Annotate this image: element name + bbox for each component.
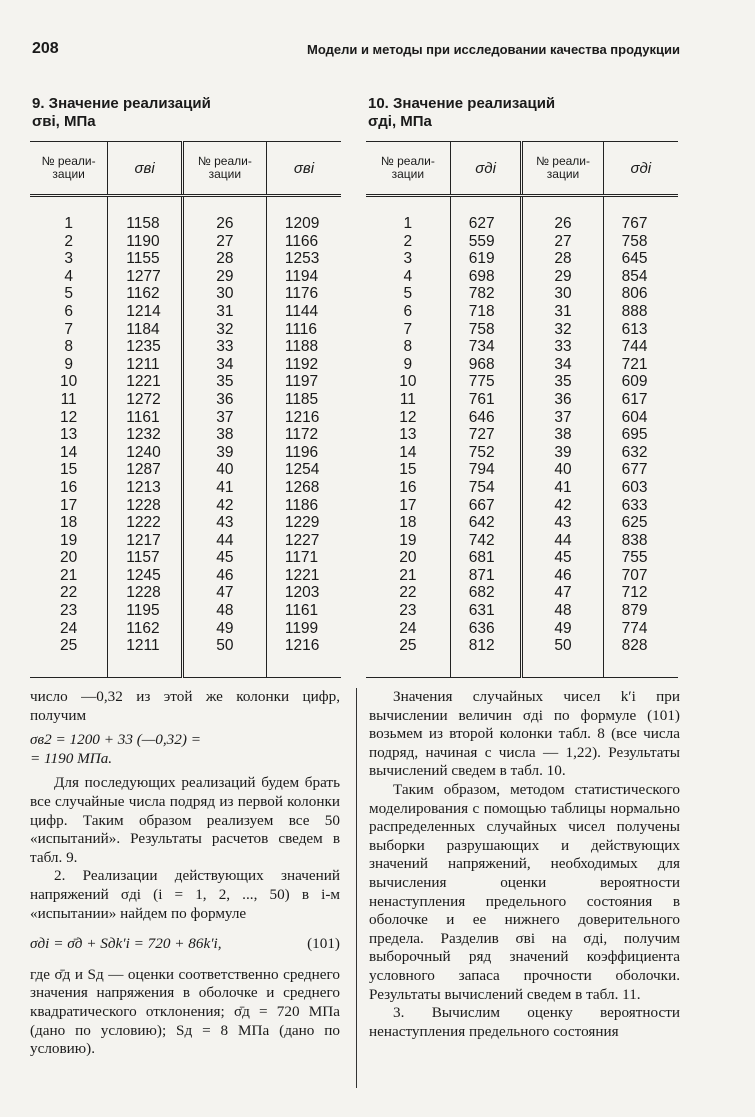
table10-col-val-1: σдi xyxy=(450,142,522,196)
table9-cell-row-number: 29 xyxy=(182,268,266,286)
table10-cell-value: 838 xyxy=(603,532,678,550)
table9-cell-row-number: 24 xyxy=(60,619,78,637)
table10-col-val-2: σдi xyxy=(603,142,678,196)
right-text-column xyxy=(369,688,680,1041)
table9-cell-value: 1272 xyxy=(108,391,183,409)
table10-cell-row-number: 48 xyxy=(522,602,603,620)
table10-row xyxy=(366,268,678,286)
table9-row xyxy=(30,373,341,391)
table9-cell-value: 1158 xyxy=(108,196,183,233)
table9-cell-value: 1217 xyxy=(108,532,183,550)
table10-cell-row-number: 49 xyxy=(522,620,603,638)
table10-cell-row-number: 27 xyxy=(522,233,603,251)
table10-cell-value: 754 xyxy=(450,479,522,497)
table10-cell-row-number: 31 xyxy=(522,303,603,321)
table10-cell-row-number: 20 xyxy=(399,549,417,567)
table10-cell-value: 712 xyxy=(603,584,678,602)
table10-cell-value: 625 xyxy=(603,514,678,532)
table9-cell-value: 1235 xyxy=(108,338,183,356)
table10-caption xyxy=(368,95,555,131)
table10-cell-value: 752 xyxy=(450,444,522,462)
table9-cell-value: 1240 xyxy=(108,444,183,462)
table10-cell-row-number: 10 xyxy=(399,373,417,391)
table10-row xyxy=(366,549,678,567)
table10-cell-row-number: 15 xyxy=(399,461,417,479)
table10-cell-value: 633 xyxy=(603,497,678,515)
table10-cell-value: 603 xyxy=(603,479,678,497)
left-paragraph-3: 2. Реализации действующих значений напряжений σдi (i = 1, 2, ..., 50) в i-м «испытании» найдем по формуле xyxy=(30,867,340,922)
left-paragraph-4: где σ̄д и Sд — оценки соответственно среднего значения напряжения в оболочке и среднего квадратического отклонения; σ̄д = 720 МПа (дано по условию); Sд = 8 МПа (дано по условию). xyxy=(30,965,340,1058)
table9-cell-row-number: 13 xyxy=(60,426,78,444)
right-paragraph-2: Таким образом, методом статистического моделирования с помощью таблицы нормально распределенных случайных чисел получены выборки разрушающих и действующих значений напряжений, необходимых для вычисления оценки вероятности ненаступления предельного состояния в оболочке и ее нижнего доверительного предела. Разделив σвi на σдi, получим выборочный ряд значений коэффициента условного запаса прочности оболочки. Результаты вычислений сведем в табл. 11. xyxy=(369,780,680,1003)
table10-cell-value: 888 xyxy=(603,303,678,321)
table9-cell-row-number: 41 xyxy=(182,479,266,497)
table9-cell-row-number: 27 xyxy=(182,233,266,251)
table9-cell-row-number: 3 xyxy=(64,250,73,268)
table10-cell-row-number: 38 xyxy=(522,426,603,444)
right-paragraph-1: Значения случайных чисел k′i при вычислении величин σдi по формуле (101) возьмем из второй колонки табл. 8 (все числа подряд, начиная с числа — 1,22). Результаты вычислений сведем в табл. 10. xyxy=(369,688,680,780)
table9-cell-row-number: 48 xyxy=(182,602,266,620)
table9-cell-row-number: 4 xyxy=(64,267,73,285)
table9-cell-value: 1232 xyxy=(108,426,183,444)
table10-cell-value: 604 xyxy=(603,409,678,427)
table10-cell-value: 681 xyxy=(450,549,522,567)
table10-cell-row-number: 4 xyxy=(403,267,413,285)
table10-col-no-1: № реали- зации xyxy=(366,142,450,196)
table10-header-row xyxy=(366,142,678,196)
table9-cell-value: 1253 xyxy=(266,250,341,268)
table10-cell-row-number: 12 xyxy=(399,408,417,426)
table10-row xyxy=(366,321,678,339)
table10-cell-row-number: 16 xyxy=(399,478,417,496)
table10-row xyxy=(366,444,678,462)
table9-col-val-1: σвi xyxy=(108,142,183,196)
table9-row xyxy=(30,444,341,462)
formula-101-body: σдi = σ̄д + Sдk′i = 720 + 86k′i, xyxy=(30,935,222,953)
table10-cell-value: 734 xyxy=(450,338,522,356)
table9-body xyxy=(30,196,341,678)
table9-cell-value: 1172 xyxy=(266,426,341,444)
table10-row xyxy=(366,338,678,356)
table10-cell-row-number: 14 xyxy=(399,443,417,461)
table9-cell-row-number: 46 xyxy=(182,567,266,585)
table9-cell-row-number: 14 xyxy=(60,443,78,461)
table10-cell-value: 761 xyxy=(450,391,522,409)
table10-cell-value: 775 xyxy=(450,373,522,391)
table9-cell-value: 1194 xyxy=(266,268,341,286)
table9-row xyxy=(30,602,341,620)
table9-cell-row-number: 23 xyxy=(60,602,78,620)
table10-cell-value: 782 xyxy=(450,285,522,303)
table9-cell-row-number: 2 xyxy=(64,232,73,250)
formula-sigma-v2-line2: = 1190 МПа. xyxy=(30,749,113,767)
table9-cell-row-number: 45 xyxy=(182,549,266,567)
table9-cell-row-number: 21 xyxy=(60,566,78,584)
table10-cell-value: 721 xyxy=(603,356,678,374)
table10-cell-row-number: 28 xyxy=(522,250,603,268)
table10-row xyxy=(366,250,678,268)
table10-cell-row-number: 50 xyxy=(522,637,603,677)
left-text-column xyxy=(30,688,340,1059)
table9-cell-row-number: 49 xyxy=(182,620,266,638)
table10-cell-row-number: 42 xyxy=(522,497,603,515)
table9-col-no-1: № реали- зации xyxy=(30,142,108,196)
table10-cell-row-number: 18 xyxy=(399,514,417,532)
table10-row xyxy=(366,233,678,251)
table9-cell-value: 1197 xyxy=(266,373,341,391)
table10-cell-row-number: 34 xyxy=(522,356,603,374)
table9-row xyxy=(30,514,341,532)
table10-cell-row-number: 35 xyxy=(522,373,603,391)
table10-cell-value: 559 xyxy=(450,233,522,251)
table9-cell-row-number: 31 xyxy=(182,303,266,321)
table9-cell-value: 1196 xyxy=(266,444,341,462)
table10-cell-value: 613 xyxy=(603,321,678,339)
table9-cell-row-number: 15 xyxy=(60,461,78,479)
table9-cell-value: 1287 xyxy=(108,461,183,479)
table10-cell-value: 758 xyxy=(603,233,678,251)
table10-row xyxy=(366,196,678,233)
table10-cell-row-number: 21 xyxy=(399,566,417,584)
table9-cell-value: 1277 xyxy=(108,268,183,286)
table9-cell-row-number: 16 xyxy=(60,478,78,496)
table10-cell-value: 742 xyxy=(450,532,522,550)
table9-cell-value: 1184 xyxy=(108,321,183,339)
table10-row xyxy=(366,373,678,391)
table10-cell-value: 698 xyxy=(450,268,522,286)
table9-col-no-2: № реали- зации xyxy=(182,142,266,196)
table10-body xyxy=(366,196,678,678)
table10-cell-row-number: 19 xyxy=(399,531,417,549)
table9-cell-value: 1155 xyxy=(108,250,183,268)
table9-cell-row-number: 50 xyxy=(182,637,266,677)
table9-cell-value: 1166 xyxy=(266,233,341,251)
table9-row xyxy=(30,426,341,444)
table10-cell-value: 645 xyxy=(603,250,678,268)
table9-cell-value: 1229 xyxy=(266,514,341,532)
table9-cell-value: 1211 xyxy=(108,356,183,374)
table9-cell-row-number: 38 xyxy=(182,426,266,444)
table10-cell-row-number: 40 xyxy=(522,461,603,479)
table9-row xyxy=(30,268,341,286)
table10-row xyxy=(366,356,678,374)
table9-cell-row-number: 22 xyxy=(60,584,78,602)
table10-row xyxy=(366,391,678,409)
table10 xyxy=(366,141,678,678)
table10-cell-row-number: 29 xyxy=(522,268,603,286)
table9 xyxy=(30,141,341,678)
table9-cell-value: 1195 xyxy=(108,602,183,620)
table9-cell-value: 1171 xyxy=(266,549,341,567)
table9-cell-row-number: 47 xyxy=(182,584,266,602)
table10-cell-value: 774 xyxy=(603,620,678,638)
table9-cell-row-number: 19 xyxy=(60,531,78,549)
table10-row xyxy=(366,479,678,497)
table10-cell-value: 632 xyxy=(603,444,678,462)
table9-row xyxy=(30,250,341,268)
table9-row xyxy=(30,461,341,479)
formula-sigma-v2-line1: σв2 = 1200 + 33 (—0,32) = xyxy=(30,731,201,749)
table9-row xyxy=(30,233,341,251)
table9-cell-value: 1214 xyxy=(108,303,183,321)
table10-row xyxy=(366,285,678,303)
table9-cell-value: 1203 xyxy=(266,584,341,602)
table10-row xyxy=(366,584,678,602)
table9-cell-row-number: 30 xyxy=(182,285,266,303)
table10-cell-row-number: 30 xyxy=(522,285,603,303)
table9-cell-value: 1209 xyxy=(266,196,341,233)
table10-cell-row-number: 9 xyxy=(403,355,413,373)
table10-row xyxy=(366,409,678,427)
table9-cell-value: 1192 xyxy=(266,356,341,374)
table9-cell-value: 1157 xyxy=(108,549,183,567)
table10-cell-row-number: 26 xyxy=(522,196,603,233)
table9-row xyxy=(30,321,341,339)
table10-cell-value: 707 xyxy=(603,567,678,585)
table9-cell-row-number: 36 xyxy=(182,391,266,409)
table9-cell-row-number: 1 xyxy=(64,215,73,232)
table10-row xyxy=(366,637,678,677)
table9-cell-row-number: 10 xyxy=(60,373,78,391)
table9-row xyxy=(30,637,341,677)
table9-cell-row-number: 25 xyxy=(30,637,108,677)
left-paragraph-1: число —0,32 из этой же колонки цифр, получим xyxy=(30,688,340,724)
table10-cell-row-number: 43 xyxy=(522,514,603,532)
table10-cell-row-number: 45 xyxy=(522,549,603,567)
table10-row xyxy=(366,567,678,585)
table9-cell-row-number: 26 xyxy=(182,196,266,233)
table10-cell-value: 718 xyxy=(450,303,522,321)
table9-cell-row-number: 18 xyxy=(60,514,78,532)
table10-cell-row-number: 46 xyxy=(522,567,603,585)
table9-cell-row-number: 6 xyxy=(64,302,73,320)
right-paragraph-3: 3. Вычислим оценку вероятности ненаступления предельного состояния xyxy=(369,1004,680,1040)
table9-cell-value: 1221 xyxy=(108,373,183,391)
table9-cell-row-number: 7 xyxy=(64,320,73,338)
table10-cell-row-number: 3 xyxy=(403,250,413,268)
table10-cell-value: 636 xyxy=(450,620,522,638)
table9-cell-value: 1268 xyxy=(266,479,341,497)
table9-cell-value: 1116 xyxy=(266,321,341,339)
table9-row xyxy=(30,285,341,303)
table9-cell-row-number: 37 xyxy=(182,409,266,427)
table9-cell-row-number: 35 xyxy=(182,373,266,391)
table10-cell-value: 619 xyxy=(450,250,522,268)
table10-cell-value: 806 xyxy=(603,285,678,303)
running-title: Модели и методы при исследовании качества продукции xyxy=(307,42,680,57)
table10-row xyxy=(366,461,678,479)
table10-cell-row-number: 1 xyxy=(403,215,413,232)
table9-cell-value: 1228 xyxy=(108,497,183,515)
table9-cell-row-number: 11 xyxy=(60,390,77,408)
table9-cell-row-number: 32 xyxy=(182,321,266,339)
table10-cell-row-number: 44 xyxy=(522,532,603,550)
table9-caption-line2: σвi, МПа xyxy=(32,113,96,130)
table9-cell-value: 1221 xyxy=(266,567,341,585)
table10-cell-value: 627 xyxy=(450,196,522,233)
table10-col-no-2: № реали- зации xyxy=(522,142,603,196)
table10-cell-row-number: 17 xyxy=(399,496,417,514)
table9-cell-value: 1188 xyxy=(266,338,341,356)
table10-row xyxy=(366,602,678,620)
table9-row xyxy=(30,567,341,585)
table9-cell-value: 1190 xyxy=(108,233,183,251)
table10-row xyxy=(366,303,678,321)
table9-row xyxy=(30,620,341,638)
table9-cell-value: 1211 xyxy=(108,637,183,677)
table10-cell-value: 871 xyxy=(450,567,522,585)
table9-cell-value: 1185 xyxy=(266,391,341,409)
table10-cell-value: 758 xyxy=(450,321,522,339)
table9-cell-value: 1176 xyxy=(266,285,341,303)
table9-cell-row-number: 34 xyxy=(182,356,266,374)
table10-cell-row-number: 36 xyxy=(522,391,603,409)
table9-cell-row-number: 17 xyxy=(60,496,78,514)
table9-cell-value: 1213 xyxy=(108,479,183,497)
table10-cell-row-number: 6 xyxy=(403,302,413,320)
table10-cell-row-number: 25 xyxy=(366,637,450,677)
table9-header-row xyxy=(30,142,341,196)
table10-cell-row-number: 41 xyxy=(522,479,603,497)
table10-cell-row-number: 11 xyxy=(399,390,416,408)
table9-cell-value: 1161 xyxy=(108,409,183,427)
table10-cell-row-number: 32 xyxy=(522,321,603,339)
table10-cell-row-number: 8 xyxy=(403,338,413,356)
table10-cell-value: 642 xyxy=(450,514,522,532)
table10-caption-line2: σдi, МПа xyxy=(368,113,432,130)
table9-cell-row-number: 28 xyxy=(182,250,266,268)
table10-cell-value: 755 xyxy=(603,549,678,567)
table9-row xyxy=(30,338,341,356)
table10-cell-value: 968 xyxy=(450,356,522,374)
table9-row xyxy=(30,391,341,409)
table9-cell-row-number: 44 xyxy=(182,532,266,550)
table10-row xyxy=(366,532,678,550)
table9-row xyxy=(30,532,341,550)
table9-cell-value: 1254 xyxy=(266,461,341,479)
table9-cell-row-number: 42 xyxy=(182,497,266,515)
table10-cell-value: 617 xyxy=(603,391,678,409)
table9-cell-row-number: 9 xyxy=(64,355,73,373)
left-paragraph-2: Для последующих реализаций будем брать все случайные числа подряд из первой колонки цифр. Таким образом реализуем все 50 «испытаний». Результаты расчетов сведем в табл. 9. xyxy=(30,774,340,866)
table9-cell-value: 1161 xyxy=(266,602,341,620)
table10-row xyxy=(366,620,678,638)
table9-row xyxy=(30,479,341,497)
table9-cell-value: 1162 xyxy=(108,285,183,303)
table10-cell-row-number: 23 xyxy=(399,602,417,620)
table9-cell-value: 1245 xyxy=(108,567,183,585)
table9-cell-row-number: 20 xyxy=(60,549,78,567)
table9-row xyxy=(30,196,341,233)
table9-cell-value: 1144 xyxy=(266,303,341,321)
table9-cell-row-number: 5 xyxy=(64,285,73,303)
table10-cell-value: 677 xyxy=(603,461,678,479)
table10-cell-row-number: 13 xyxy=(399,426,417,444)
table10-cell-value: 646 xyxy=(450,409,522,427)
table9-cell-row-number: 39 xyxy=(182,444,266,462)
table9-row xyxy=(30,303,341,321)
page-header xyxy=(30,38,680,60)
table10-cell-row-number: 24 xyxy=(399,619,417,637)
table9-caption xyxy=(32,95,211,131)
formula-sigma-v2 xyxy=(30,731,340,768)
table10-cell-value: 854 xyxy=(603,268,678,286)
table9-col-val-2: σвi xyxy=(266,142,341,196)
table9-row xyxy=(30,584,341,602)
table9-cell-value: 1162 xyxy=(108,620,183,638)
table9-cell-row-number: 33 xyxy=(182,338,266,356)
table9-cell-value: 1216 xyxy=(266,409,341,427)
table9-cell-row-number: 40 xyxy=(182,461,266,479)
table10-cell-row-number: 2 xyxy=(403,232,413,250)
table10-cell-value: 682 xyxy=(450,584,522,602)
table10-cell-row-number: 39 xyxy=(522,444,603,462)
table10-row xyxy=(366,426,678,444)
table9-caption-line1: 9. Значение реализаций xyxy=(32,95,211,112)
table10-cell-value: 879 xyxy=(603,602,678,620)
table9-cell-row-number: 12 xyxy=(60,408,78,426)
table9-row xyxy=(30,497,341,515)
table10-cell-row-number: 47 xyxy=(522,584,603,602)
table10-row xyxy=(366,497,678,515)
table9-cell-row-number: 43 xyxy=(182,514,266,532)
table10-cell-row-number: 22 xyxy=(399,584,417,602)
table10-cell-row-number: 37 xyxy=(522,409,603,427)
table10-cell-value: 767 xyxy=(603,196,678,233)
table9-cell-value: 1227 xyxy=(266,532,341,550)
table10-cell-value: 828 xyxy=(603,637,678,677)
table10-cell-value: 794 xyxy=(450,461,522,479)
table10-cell-value: 609 xyxy=(603,373,678,391)
table9-cell-value: 1216 xyxy=(266,637,341,677)
table9-cell-value: 1222 xyxy=(108,514,183,532)
column-divider xyxy=(356,688,357,1088)
table10-cell-row-number: 5 xyxy=(403,285,413,303)
table9-cell-row-number: 8 xyxy=(64,338,73,356)
table10-row xyxy=(366,514,678,532)
table10-cell-row-number: 33 xyxy=(522,338,603,356)
formula-101 xyxy=(30,935,340,954)
table9-cell-value: 1199 xyxy=(266,620,341,638)
table10-caption-line1: 10. Значение реализаций xyxy=(368,95,556,112)
table10-cell-value: 727 xyxy=(450,426,522,444)
table9-row xyxy=(30,356,341,374)
table9-cell-value: 1186 xyxy=(266,497,341,515)
table9-cell-value: 1228 xyxy=(108,584,183,602)
table10-cell-value: 631 xyxy=(450,602,522,620)
table10-cell-value: 667 xyxy=(450,497,522,515)
table10-cell-row-number: 7 xyxy=(403,320,413,338)
formula-101-number: (101) xyxy=(307,935,340,953)
table10-cell-value: 695 xyxy=(603,426,678,444)
table10-cell-value: 744 xyxy=(603,338,678,356)
page-number: 208 xyxy=(32,40,59,57)
table9-row xyxy=(30,549,341,567)
table10-cell-value: 812 xyxy=(450,637,522,677)
table9-row xyxy=(30,409,341,427)
